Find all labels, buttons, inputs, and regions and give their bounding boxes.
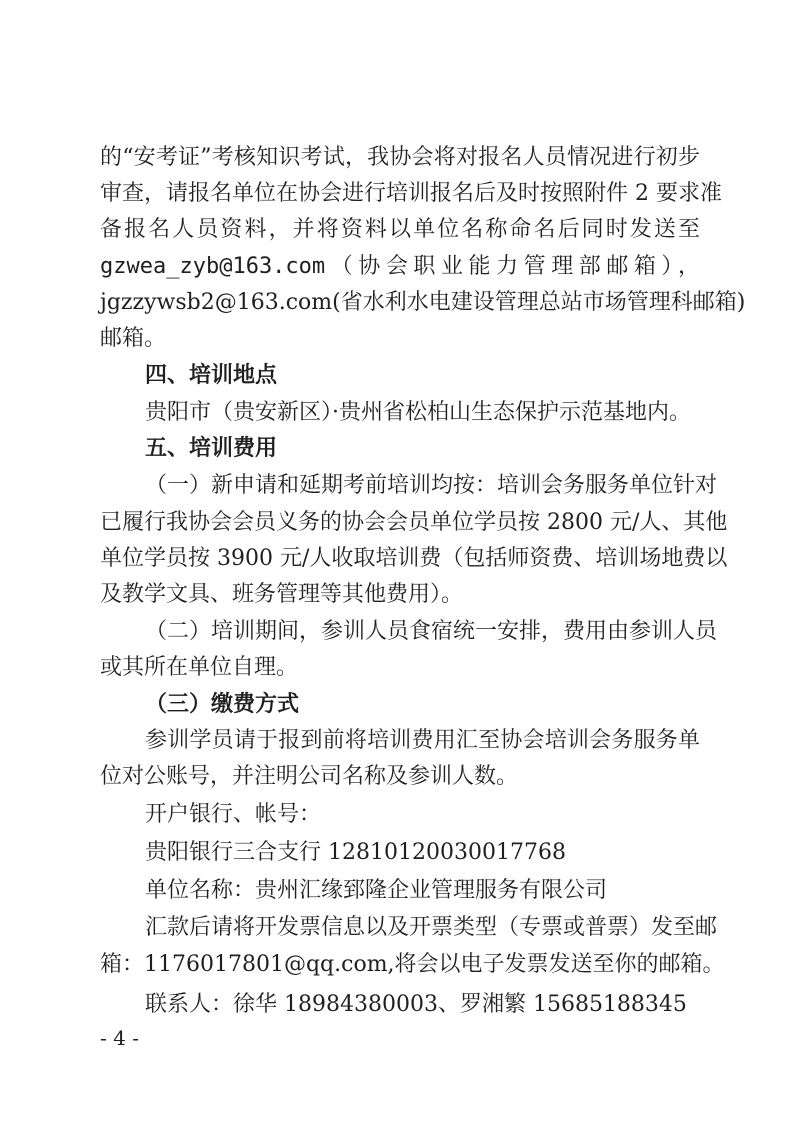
fee-paragraph-line: 及教学文具、班务管理等其他费用）。: [100, 582, 464, 607]
subheading-payment-method: （三）缴费方式: [145, 692, 300, 717]
page-number: - 4 -: [100, 1026, 139, 1050]
email-line-association: gzwea_zyb@163.com（协会职业能力管理部邮箱），: [100, 254, 700, 279]
accommodation-paragraph-line: （二）培训期间，参训人员食宿统一安排，费用由参训人员: [145, 619, 718, 644]
section-heading-training-fees: 五、培训费用: [145, 436, 278, 461]
body-text-line: 审查，请报名单位在协会进行培训报名后及时按照附件 2 要求准: [100, 181, 722, 206]
training-location-text: 贵阳市（贵安新区）·贵州省松柏山生态保护示范基地内。: [145, 400, 691, 425]
email-line-management-station: jgzzywsb2@163.com(省水利水电建设管理总站市场管理科邮箱): [100, 290, 746, 315]
fee-paragraph-line: 已履行我协会会员义务的协会会员单位学员按 2800 元/人、其他: [100, 510, 728, 535]
contact-info: 联系人：徐华 18984380003、罗湘繁 15685188345: [145, 992, 687, 1017]
payment-paragraph-line: 参训学员请于报到前将培训费用汇至协会培训会务服务单: [145, 728, 700, 753]
fee-paragraph-line: 单位学员按 3900 元/人收取培训费（包括师资费、培训场地费以: [100, 546, 728, 571]
body-text-line: 备报名人员资料，并将资料以单位名称命名后同时发送至: [100, 217, 700, 242]
bank-account-details: 贵阳银行三合支行 12810120030017768: [145, 840, 566, 865]
bank-account-label: 开户银行、帐号：: [145, 802, 322, 827]
body-text-line: 的“安考证”考核知识考试，我协会将对报名人员情况进行初步: [100, 145, 700, 170]
invoice-instruction-line: 箱：1176017801@qq.com,将会以电子发票发送至你的邮箱。: [100, 952, 725, 977]
company-name: 单位名称：贵州汇缘郅隆企业管理服务有限公司: [145, 878, 608, 903]
fee-paragraph-line: （一）新申请和延期考前培训均按：培训会务服务单位针对: [145, 473, 718, 498]
section-heading-training-location: 四、培训地点: [145, 363, 278, 388]
accommodation-paragraph-line: 或其所在单位自理。: [100, 655, 299, 680]
body-text-line: 邮箱。: [100, 326, 167, 351]
invoice-instruction-line: 汇款后请将开发票信息以及开票类型（专票或普票）发至邮: [145, 915, 718, 940]
payment-paragraph-line: 位对公账号，并注明公司名称及参训人数。: [100, 764, 519, 789]
